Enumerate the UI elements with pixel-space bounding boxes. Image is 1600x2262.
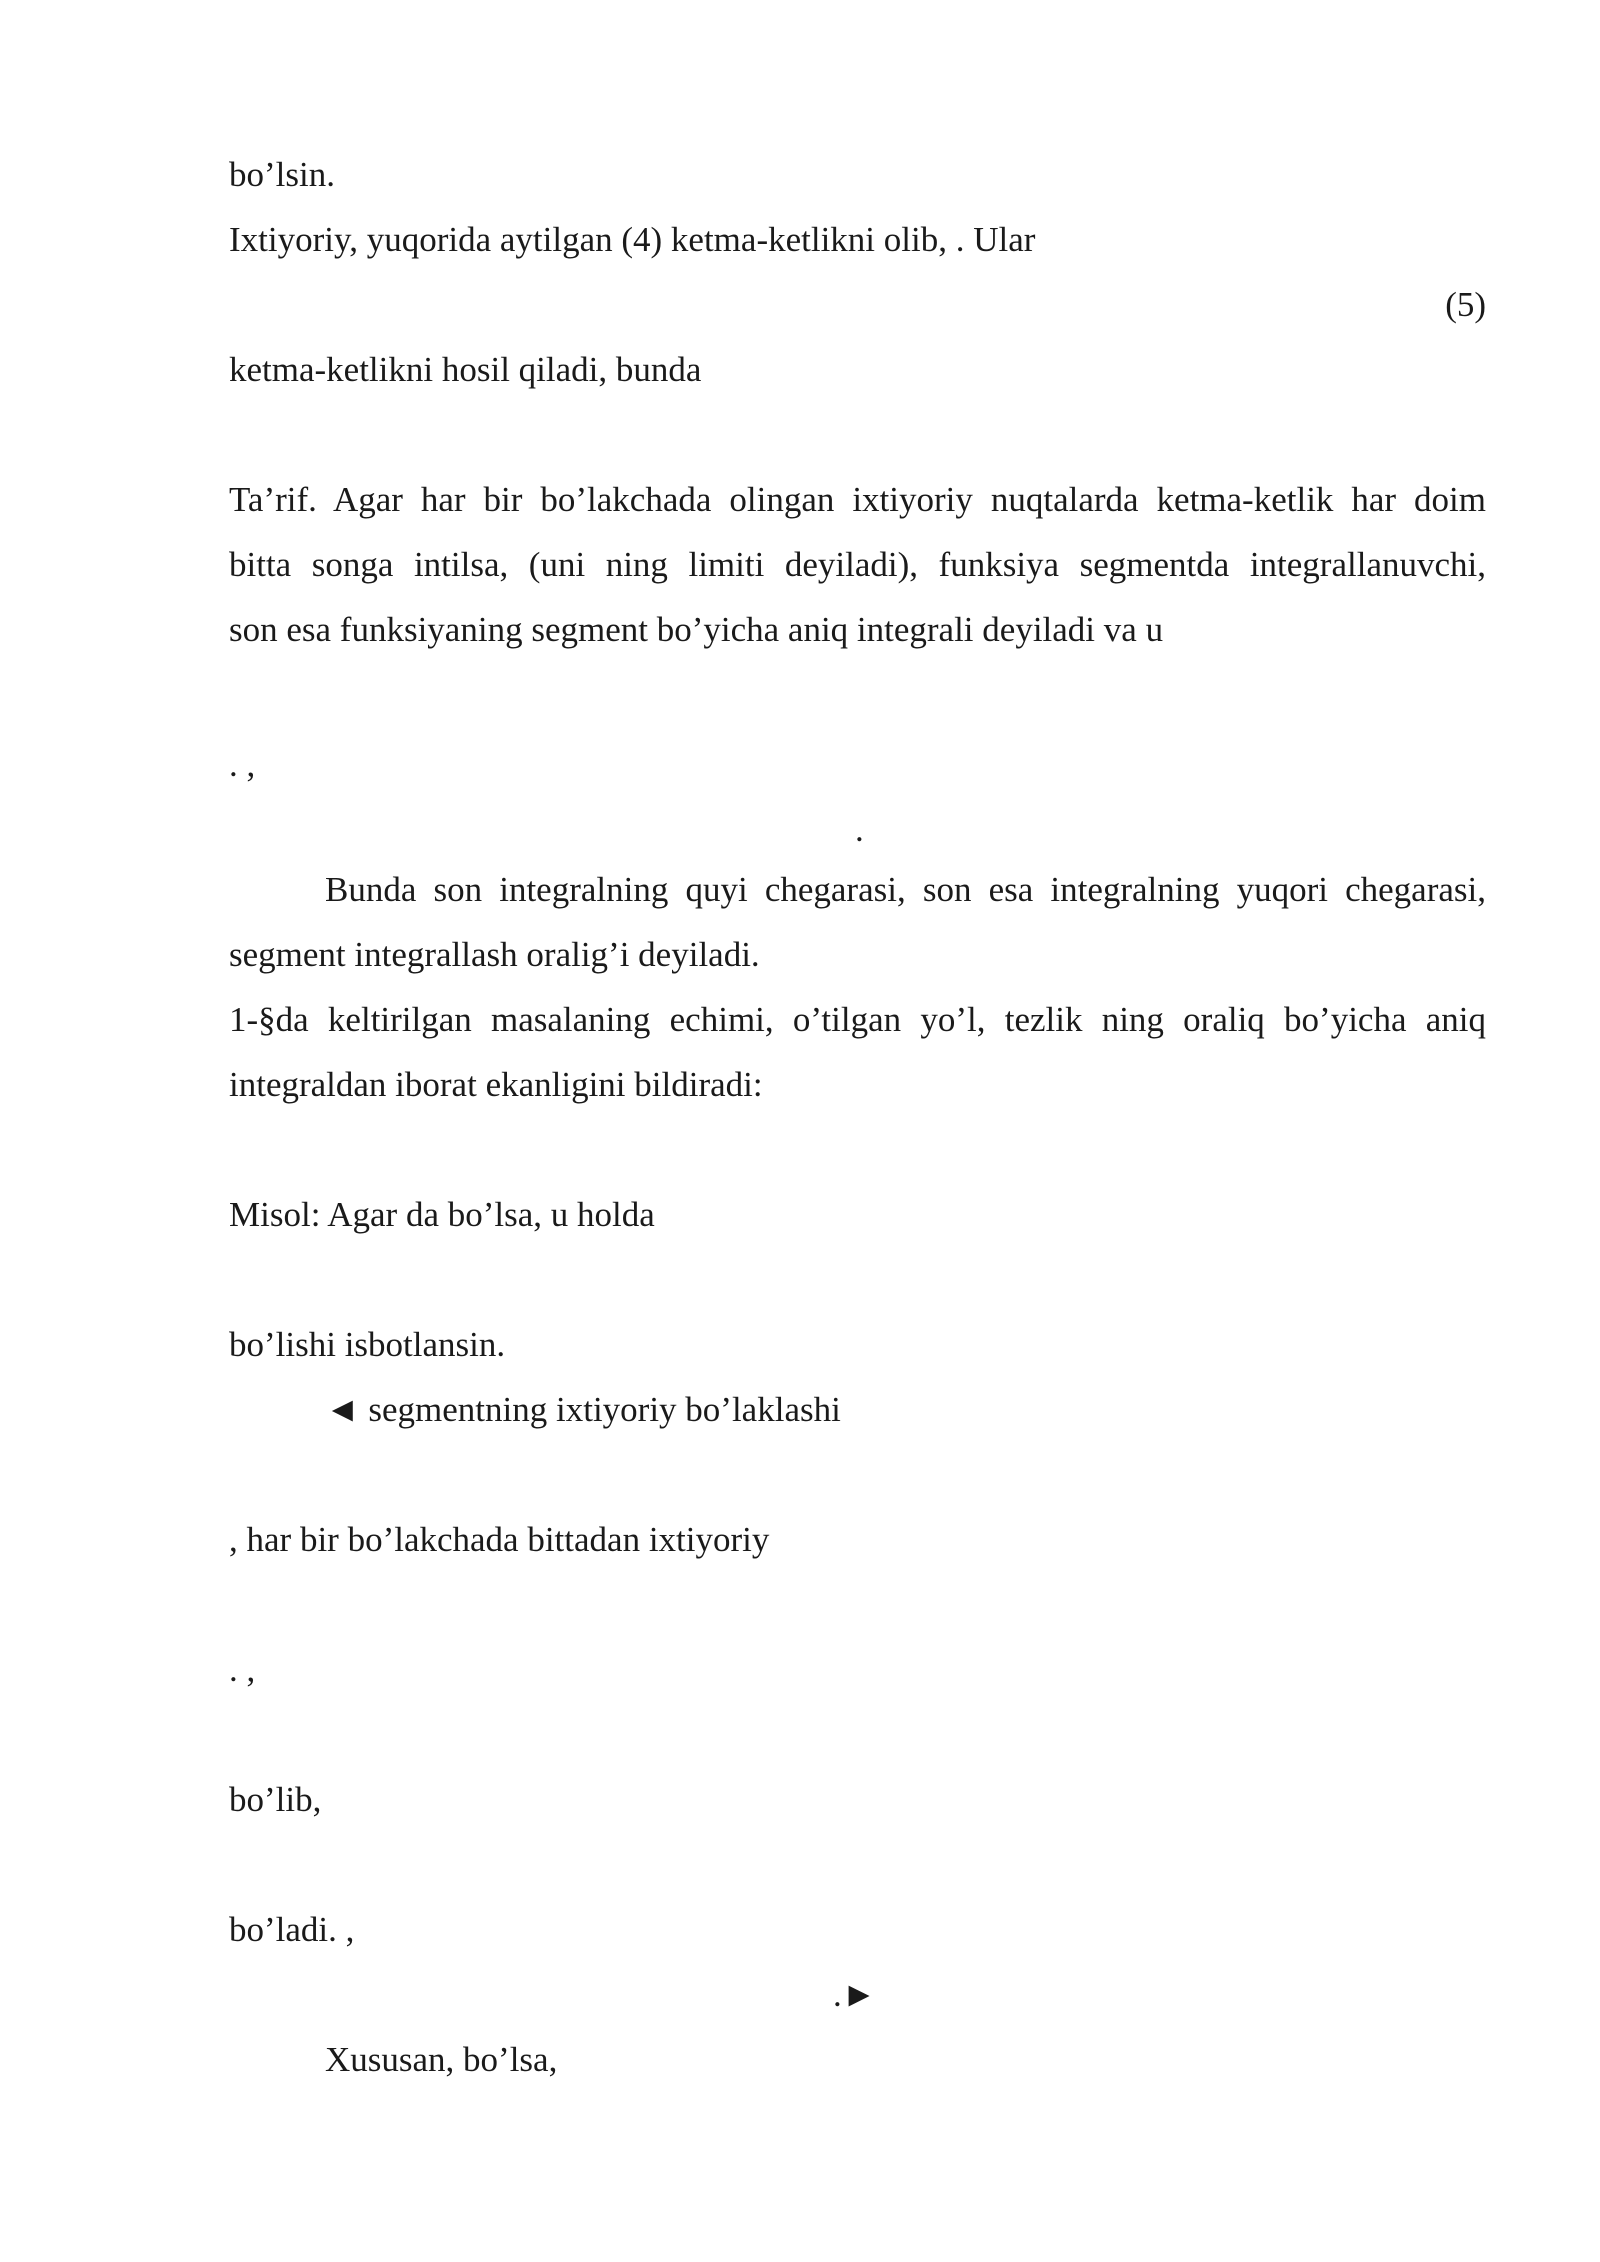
formula-placeholder: . , [229, 745, 256, 784]
text-line: bo’lsin. [229, 155, 335, 194]
text-line: Ixtiyoriy, yuqorida aytilgan (4) ketma-ketlikni olib, . Ular [229, 220, 1036, 259]
formula-placeholder: . , [229, 1650, 256, 1689]
text-line: ketma-ketlikni hosil qiladi, bunda [229, 350, 702, 389]
proof-start: ◄ segmentning ixtiyoriy bo’laklashi [325, 1390, 841, 1429]
text-line: bo’lishi isbotlansin. [229, 1325, 506, 1364]
paragraph-line: 1-§da keltirilgan masalaning echimi, o’tilgan yo’l, tezlik ning oraliq bo’yicha aniq [229, 1000, 1486, 1039]
definition-line: son esa funksiyaning segment bo’yicha aniq integrali deyiladi va u [229, 610, 1164, 649]
paragraph-line: segment integrallash oralig’i deyiladi. [229, 935, 760, 974]
equation-number: (5) [1445, 285, 1486, 324]
text-line: bo’lib, [229, 1780, 322, 1819]
paragraph-line: Bunda son integralning quyi chegarasi, son esa integralning yuqori chegarasi, [325, 870, 1486, 909]
proof-end: .► [833, 1975, 877, 2014]
definition-line: bitta songa intilsa, (uni ning limiti deyiladi), funksiya segmentda integrallanuvchi, [229, 545, 1486, 584]
text-line: bo’ladi. , [229, 1910, 355, 1949]
text-line: Xususan, bo’lsa, [325, 2040, 558, 2079]
paragraph-line: integraldan iborat ekanligini bildiradi: [229, 1065, 763, 1104]
formula-end-dot: . [855, 810, 864, 849]
text-line: , har bir bo’lakchada bittadan ixtiyoriy [229, 1520, 770, 1559]
definition-line: Ta’rif. Agar har bir bo’lakchada olingan ixtiyoriy nuqtalarda ketma-ketlik har doim [229, 480, 1486, 519]
example-heading: Misol: Agar da bo’lsa, u holda [229, 1195, 655, 1234]
